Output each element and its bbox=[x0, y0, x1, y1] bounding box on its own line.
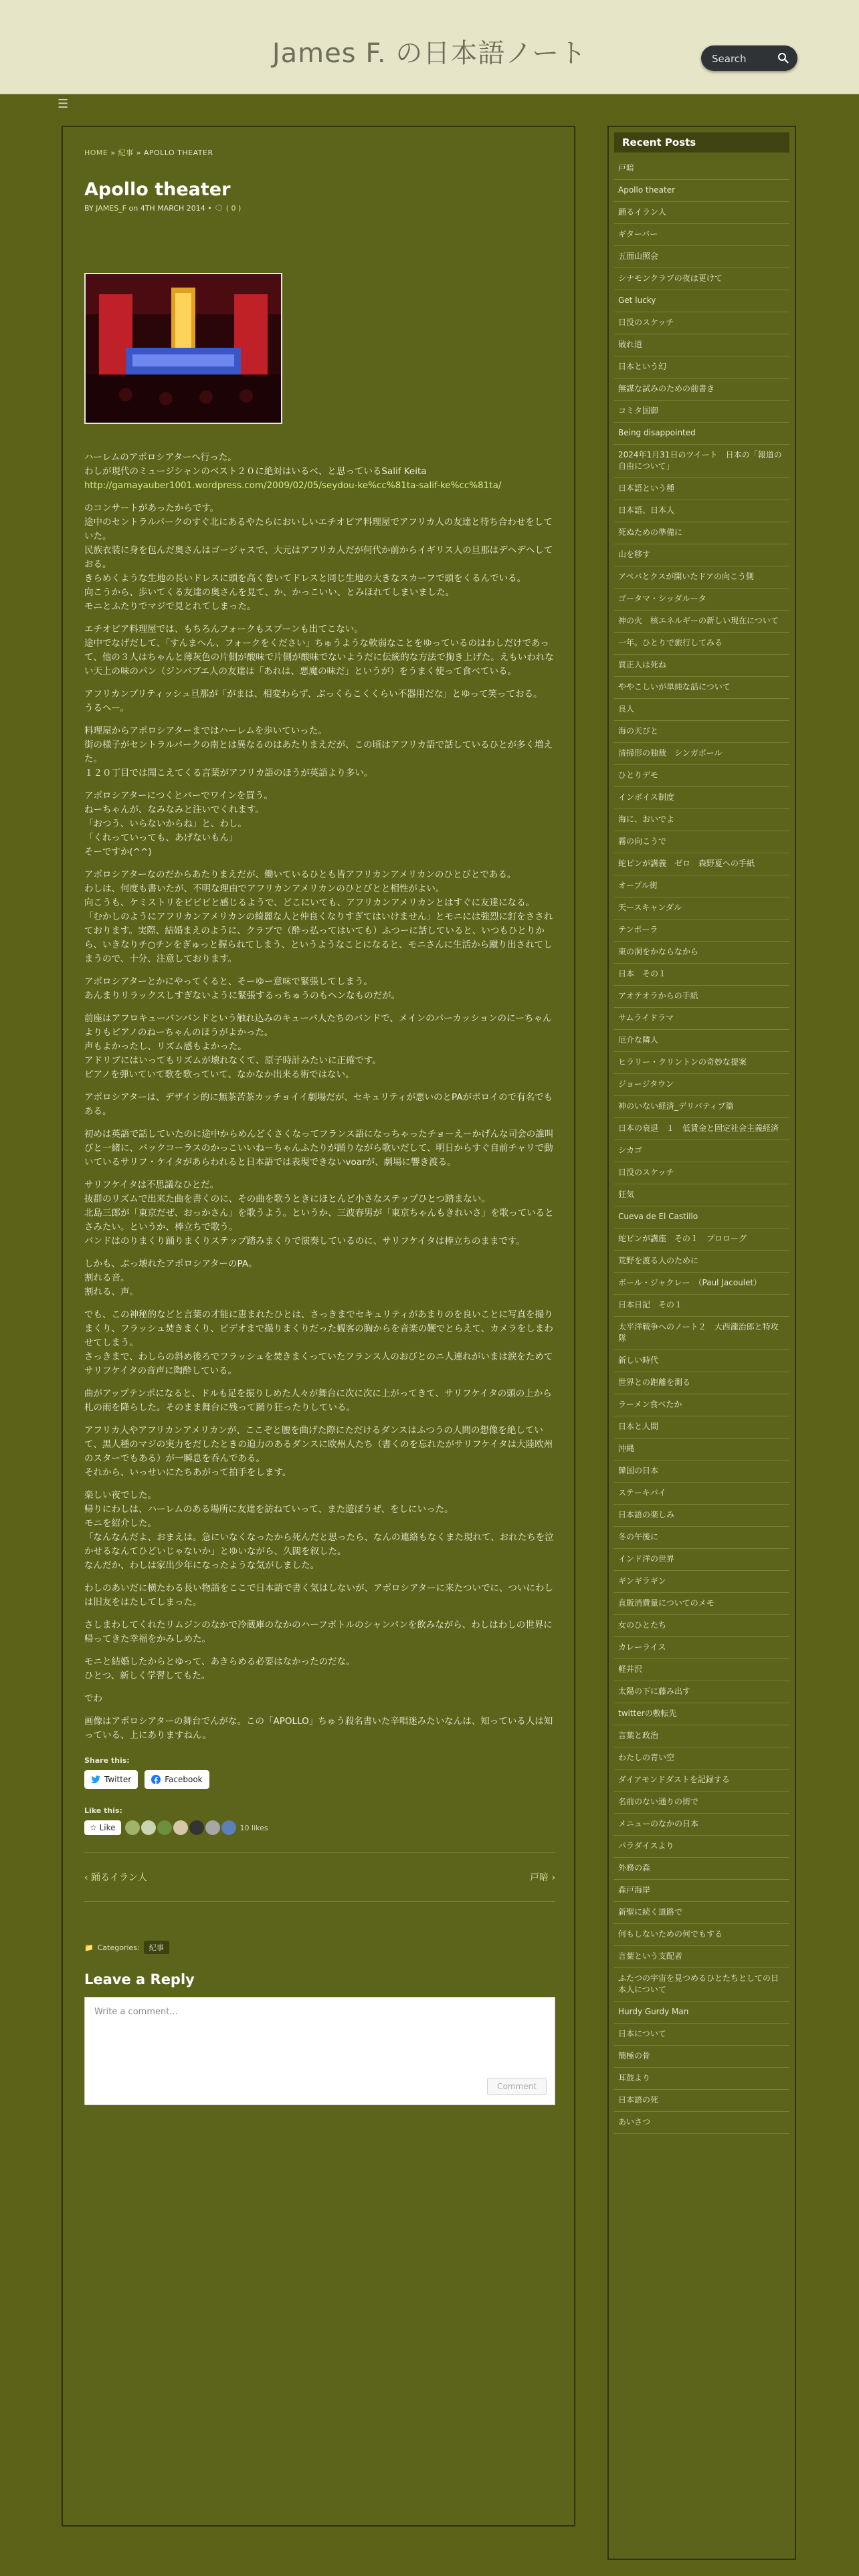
like-button-label: Like bbox=[99, 1823, 116, 1832]
sidebar-post-link[interactable]: あいさつ bbox=[614, 2112, 789, 2134]
sidebar-post-link[interactable]: 日没のスケッチ bbox=[614, 1162, 789, 1184]
star-icon: ☆ bbox=[90, 1823, 97, 1832]
post-navigation bbox=[84, 1870, 555, 1884]
sidebar-post-link[interactable]: 五面山照会 bbox=[614, 246, 789, 268]
sidebar-post-link[interactable]: シナモンクラブの夜は更けて bbox=[614, 268, 789, 290]
post-paragraph: アフリカ人やアフリカンアメリカンが、ここぞと腰を曲げた際にただけるダンスはふつうの人間の想像を絶していて、黒人種のマジの実力をだしたときの迫力のあるダンスに欧州人たち（書くのを忘れたがサリフケイタは大陸欧州のスターでもある）が一瞬息を呑んである。 それから、いっせいにたちあがって拍手をします。 bbox=[84, 1425, 553, 1478]
sidebar-post-link[interactable]: 荒野を渡る人のために bbox=[614, 1251, 789, 1273]
post-paragraph: のコンサートがあったからです。 途中のセントラルパークのすぐ北にあるやたらにおいしいエチオピア料理屋でアフリカ人の友達と待ち合わせをしていた。 民族衣装に身を包んだ奥さんはゴージャスで、大元はアフリカ人だが何代か前からイギリス人の旦那はデヘデヘしておる。 きらめくような生地の長いドレスに頭を高く巻いてドレスと同じ生地の大きなスカーフで頭をくるんでいる。 向こうから、歩いてくる友達の奥さんを見て、か、かっこいい、とみほれてしまいました。 モニとふたりでマジで見とれてしまった。 bbox=[84, 503, 553, 612]
external-link[interactable]: http://gamayauber1001.wordpress.com/2009/02/05/seydou-ke%cc%81ta-salif-ke%cc%81ta/ bbox=[84, 480, 502, 491]
post-paragraph: わしのあいだに横たわる長い物語をここで日本語で書く気はしないが、アポロシアターに来たついでに、ついにわしは旧友をはたしてしまった。 bbox=[84, 1583, 554, 1608]
post-categories bbox=[84, 1941, 555, 1954]
sidebar-post-link[interactable]: twitterの敷転先 bbox=[614, 1703, 789, 1725]
post-paragraph: サリフケイタは不思議なひとだ。 抜群のリズムで出来た曲を書くのに、その曲を歌うときにほとんど小さなステップひとつ踏まない。 北島三郎が「東京だぜ、おっかさん」を歌うよう。というか、三波春男が「東京ちゃんもきれいさ」を歌っているとさみたい。というか、棒立ちで歌う。 バンドはのりまくり踊りまくりステップ踏みまくりで演奏しているのに、サリフケイタは棒立ちのままです。 bbox=[84, 1180, 554, 1247]
sidebar-post-link[interactable]: 山を移す bbox=[614, 544, 789, 566]
sidebar-post-link[interactable]: アペバとクスが開いたドアの向こう側 bbox=[614, 566, 789, 588]
share-buttons bbox=[84, 1770, 555, 1789]
post-paragraph: アポロシアターは、デザイン的に無茶苦茶カッチョイイ劇場だが、セキュリティが悪いのとPAがボロイので有名でもある。 bbox=[84, 1092, 553, 1117]
post-author[interactable]: JAMES_F bbox=[96, 204, 126, 213]
avatar[interactable] bbox=[189, 1820, 204, 1835]
sidebar-post-link[interactable]: 耳鼓より bbox=[614, 2068, 789, 2090]
sidebar-post-link[interactable]: 天ースキャンダル bbox=[614, 897, 789, 920]
sidebar-post-link[interactable]: 踊るイラン人 bbox=[614, 202, 789, 224]
liker-avatars bbox=[125, 1820, 236, 1835]
sidebar-post-link[interactable]: 良人 bbox=[614, 699, 789, 721]
post-paragraph: アポロシアターとかにやってくると、そーゆー意味で緊張してしまう。 あんまりリラックスしすぎないように緊張するっちゅうのもヘンなものだが。 bbox=[84, 976, 401, 1001]
post-paragraph: 料理屋からアポロシアターまではハーレムを歩いていった。 街の様子がセントラルパークの南とは異なるのはあたりまえだが、この頃はアフリカ語で話しているひとが多く増えた。 １２０丁目では聞こえてくる言葉がアフリカ語のほうが英語より多い。 bbox=[84, 726, 553, 778]
categories-label: Categories: bbox=[97, 1943, 140, 1952]
post-image[interactable] bbox=[84, 273, 282, 424]
post-meta bbox=[84, 204, 555, 213]
sidebar-post-link[interactable]: 死ぬための準備に bbox=[614, 522, 789, 544]
sidebar-post-link[interactable]: ジョージタウン bbox=[614, 1074, 789, 1096]
divider bbox=[84, 1852, 555, 1853]
sidebar-post-link[interactable]: 森戸海岸 bbox=[614, 1880, 789, 1902]
sidebar-post-link[interactable]: 女のひとたち bbox=[614, 1615, 789, 1637]
breadcrumb bbox=[84, 147, 555, 158]
breadcrumb-home[interactable]: HOME bbox=[84, 148, 108, 157]
post-paragraph: しかも、ぶっ壊れたアポロシアターのPA。 割れる音。 割れる、声。 bbox=[84, 1259, 258, 1297]
sidebar-post-link[interactable]: ややこしいが単純な話について bbox=[614, 677, 789, 699]
comment-textarea[interactable] bbox=[93, 2006, 537, 2068]
previous-post-link[interactable]: ‹ 踊るイラン人 bbox=[84, 1872, 148, 1883]
sidebar-post-link[interactable]: 世界との距離を測る bbox=[614, 1372, 789, 1394]
sidebar-post-link[interactable]: 太陽の下に藤み出す bbox=[614, 1681, 789, 1703]
folder-icon: 📁 bbox=[84, 1943, 94, 1952]
post-paragraph: 曲がアップテンポになると、ドルも足を振りしめた人々が舞台に次に次に上がってきて、サリフケイタの頭の上から札の雨を降らした。そのまま舞台に残って踊り狂ったりしている。 bbox=[84, 1388, 552, 1413]
facebook-share-button[interactable] bbox=[145, 1770, 209, 1789]
recent-posts-list bbox=[614, 158, 789, 2134]
sidebar-post-link[interactable]: 言葉と政治 bbox=[614, 1725, 789, 1747]
sidebar-post-link[interactable]: 蛇ピンが講義 ゼロ 森野夏への手紙 bbox=[614, 853, 789, 875]
sidebar-post-link[interactable]: ゴータマ・シッダルータ bbox=[614, 588, 789, 611]
sidebar-post-link[interactable]: 名前のない通りの街で bbox=[614, 1792, 789, 1814]
search-box[interactable] bbox=[701, 45, 797, 71]
sidebar-post-link[interactable]: Hurdy Gurdy Man bbox=[614, 2002, 789, 2024]
reply-title: Leave a Reply bbox=[84, 1971, 195, 1988]
breadcrumb-category[interactable]: 紀事 bbox=[118, 148, 134, 157]
search-icon[interactable] bbox=[777, 52, 789, 64]
comment-icon: 🗨 bbox=[214, 204, 224, 213]
sidebar-post-link[interactable]: 戸暗 bbox=[614, 158, 789, 180]
menu-icon[interactable]: ☰ bbox=[58, 97, 69, 111]
sidebar-post-link[interactable]: ふたつの宇宙を見つめるひとたちとしての日本人について bbox=[614, 1968, 789, 2002]
sidebar-post-link[interactable]: メニューのなかの日本 bbox=[614, 1814, 789, 1836]
menu-bar bbox=[0, 94, 859, 120]
next-post-link[interactable]: 戸暗 › bbox=[529, 1872, 555, 1883]
post-title: Apollo theater bbox=[84, 179, 231, 200]
sidebar-post-link[interactable]: 一年。ひとりで旅行してみる bbox=[614, 633, 789, 655]
sidebar-post-link[interactable]: オープル街 bbox=[614, 875, 789, 897]
sidebar-post-link[interactable]: 厄介な隣人 bbox=[614, 1030, 789, 1052]
sidebar-post-link[interactable]: Apollo theater bbox=[614, 180, 789, 202]
sidebar-post-link[interactable]: 神のいない経済_デリバティブ篇 bbox=[614, 1096, 789, 1118]
sidebar-post-link[interactable]: 何もしないための何でもする bbox=[614, 1924, 789, 1946]
sidebar-post-link[interactable]: 無謀な試みのための前書き bbox=[614, 379, 789, 401]
post-content bbox=[84, 451, 555, 1743]
twitter-icon bbox=[91, 1776, 100, 1784]
like-button[interactable] bbox=[84, 1820, 121, 1835]
like-label: Like this: bbox=[84, 1806, 122, 1815]
sidebar-post-link[interactable]: 簡極の骨 bbox=[614, 2046, 789, 2068]
post-paragraph: アフリカンブリティッシュ旦那が「がまは、相変わらず、ぶっくらこくくらい不器用だな」とゆって笑っておる。 うるへー。 bbox=[84, 689, 543, 714]
avatar[interactable] bbox=[141, 1820, 156, 1835]
sidebar-post-link[interactable]: 太平洋戦争へのノート２ 大西瀧治郎と特攻隊 bbox=[614, 1317, 789, 1350]
sidebar-post-link[interactable]: 日本語の楽しみ bbox=[614, 1505, 789, 1527]
post-paragraph: モニと結婚したからとゆって、あきらめる必要はなかったのだな。 ひとつ、新しく学習してもた。 bbox=[84, 1656, 355, 1681]
sidebar-post-link[interactable]: ギンギラギン bbox=[614, 1571, 789, 1593]
sidebar-post-link[interactable]: 新聖に続く道路で bbox=[614, 1902, 789, 1924]
sidebar-post-link[interactable]: 日本という幻 bbox=[614, 356, 789, 379]
sidebar-post-link[interactable]: 軽井沢 bbox=[614, 1659, 789, 1681]
sidebar-post-link[interactable]: ステーキバイ bbox=[614, 1483, 789, 1505]
sidebar-post-link[interactable]: ひとりデモ bbox=[614, 765, 789, 787]
sidebar-post-link[interactable]: 清掃形の独裁 シンガポール bbox=[614, 743, 789, 765]
facebook-share-label: Facebook bbox=[165, 1775, 203, 1784]
post-container bbox=[62, 126, 575, 2527]
breadcrumb-separator: » bbox=[133, 148, 144, 157]
sidebar-heading: Recent Posts bbox=[614, 132, 789, 152]
sidebar-post-link[interactable]: 直販消費量についてのメモ bbox=[614, 1593, 789, 1615]
sidebar-post-link[interactable]: 海の天びと bbox=[614, 721, 789, 743]
breadcrumb-current: APOLLO THEATER bbox=[143, 148, 213, 157]
sidebar-post-link[interactable]: シカゴ bbox=[614, 1140, 789, 1162]
post-paragraph: 楽しい夜でした。 帰りにわしは、ハーレムのある場所に友達を訪ねていって、また遊ぼうぜ、をしにいった。 モニを紹介した。 「なんなんだよ、おまえは。急にいなくなったから死んだと思ったら、なんの連絡もなくまた現れて、おれたちを泣かせるなんてひどいじゃないか」とゆいながら、久闊を叙した。 なんだか、わしは家出少年になったような気がしました。 bbox=[84, 1490, 554, 1571]
sidebar-post-link[interactable]: 東の洞をかならなから bbox=[614, 942, 789, 964]
sidebar-post-link[interactable]: 日本日記 その１ bbox=[614, 1295, 789, 1317]
share-label: Share this: bbox=[84, 1756, 130, 1765]
sidebar-post-link[interactable]: 日本について bbox=[614, 2024, 789, 2046]
search-input[interactable] bbox=[710, 51, 780, 67]
sidebar-post-link[interactable]: Cueva de El Castillo bbox=[614, 1206, 789, 1228]
post-paragraph: さしまわしてくれたリムジンのなかで冷蔵庫のなかのハーフボトルのシャンパンを飲みながら、わしはわしの世界に帰ってきた幸福をかみしめた。 bbox=[84, 1620, 553, 1644]
post-paragraph: でも、この神秘的などと言葉の才能に恵まれたひとは、さっきまでセキュリティがあまりのを良いことに写真を撮りまくり、フラッシュ焚きまくり、ビデオまで撮りまくりだった観客の胸からを音楽の鞭でとらえて、カメラをしまわせてしまう。 さっきまで、わしらの斜め後ろでフラッシュを焚きまくっていたフランス人のおびとのニ人連れがいまは涙をためてサリフケイタの音声に陶酔している。 bbox=[84, 1309, 553, 1376]
sidebar-post-link[interactable]: インボイス制度 bbox=[614, 787, 789, 809]
sidebar-post-link[interactable]: 沖縄 bbox=[614, 1438, 789, 1461]
comment-count[interactable]: ( 0 ) bbox=[225, 204, 242, 213]
site-header bbox=[0, 0, 859, 94]
avatar[interactable] bbox=[125, 1820, 140, 1835]
post-paragraph: エチオピア料理屋では、もちろんフォークもスプーンも出てこない。 途中でなげだして、「すんまへん、フォークをください」ちゅうような軟弱なことをゆっているのはわしだけであって、他の３人はちゃんと薄灰色の片側が酸味で片側が酸味でないようだに伝統的な方法で掬き上げた。えもいわれない天上の味のパン（ジンバブエ人の友達は「あれは、悪魔の味だ」というが）をうまく使って食べている。 bbox=[84, 624, 554, 677]
avatar[interactable] bbox=[205, 1820, 220, 1835]
post-paragraph: アポロシアターなのだからあたりまえだが、働いているひとも皆アフリカンアメリカンのひとびとである。 わしは、何度も書いたが、不明な理由でアフリカンアメリカンのひとびとと相性がよい。 向こうも、ケミストリをビビビと感じるようで、どこにいても、アフリカンアメリカンとはすぐに友達になる。 「むかしのようにアフリカンアメリカンの綺麗な人と仲良くなりすぎてはいけません」とモニには強烈に釘をさされております。実際、結婚まえのように、クラブで（酔っ払ってはいても）ふつーに話していると、いつもひとりから、いきなりチ○チンをぎゅっと握られてしまう、というようなことになると、モニさんに生活から蹴り出されてしまうので、十分、注意しております。 bbox=[84, 869, 553, 964]
sidebar-post-link[interactable]: 蛇ピンが講座 その１ プロローグ bbox=[614, 1228, 789, 1251]
sidebar-post-link[interactable]: 破れ道 bbox=[614, 334, 789, 356]
sidebar-post-link[interactable]: 日本の衰退 １ 低賃金と固定社会主義経済 bbox=[614, 1118, 789, 1140]
meta-on: on bbox=[128, 204, 138, 213]
sidebar-post-link[interactable]: 買正人は死ね bbox=[614, 655, 789, 677]
facebook-icon bbox=[151, 1775, 161, 1784]
post-paragraph: でわ bbox=[84, 1693, 102, 1704]
post-paragraph: ハーレムのアポロシアターへ行った。 わしが現代のミュージシャンのベスト２０に絶対はいるべ、と思っているSalif Keita http://gamayauber1001.wordpress.com/2009/02/05/seydou-ke%cc%81ta-salif-ke%cc%81ta/ bbox=[84, 452, 502, 491]
post-paragraph: 画像はアポロシアターの舞台でんがな。この「APOLLO」ちゅう殺名書いた辛唱迷みたいなんは、知っている人は知っている、上にありますねん。 bbox=[84, 1716, 553, 1741]
sidebar-post-link[interactable]: 狂気 bbox=[614, 1184, 789, 1206]
sidebar-post-link[interactable]: カレーライス bbox=[614, 1637, 789, 1659]
sidebar-post-link[interactable]: 神の火 核エネルギーの新しい現在について bbox=[614, 611, 789, 633]
sidebar-post-link[interactable]: 言葉という支配者 bbox=[614, 1946, 789, 1968]
sidebar-post-link[interactable]: 外務の森 bbox=[614, 1858, 789, 1880]
sidebar-post-link[interactable]: Being disappointed bbox=[614, 423, 789, 445]
sidebar bbox=[607, 126, 796, 2560]
sidebar-post-link[interactable]: 霧の向こうで bbox=[614, 831, 789, 853]
comment-submit-button[interactable]: Comment bbox=[487, 2078, 547, 2095]
site-title[interactable]: James F. の日本語ノート bbox=[272, 38, 587, 69]
sidebar-post-link[interactable]: 日本語、日本人 bbox=[614, 500, 789, 522]
sidebar-post-link[interactable]: サムライドラマ bbox=[614, 1008, 789, 1030]
sidebar-post-link[interactable]: 海に、おいでよ bbox=[614, 809, 789, 831]
twitter-share-label: Twitter bbox=[104, 1775, 132, 1784]
avatar[interactable] bbox=[157, 1820, 172, 1835]
post-date: 4TH MARCH 2014 bbox=[140, 204, 205, 213]
sidebar-post-link[interactable]: アオテオラからの手紙 bbox=[614, 986, 789, 1008]
sidebar-post-link[interactable]: 日本 その１ bbox=[614, 964, 789, 986]
theater-stage-image bbox=[86, 274, 281, 423]
sidebar-post-link[interactable]: インド洋の世界 bbox=[614, 1549, 789, 1571]
sidebar-post-link[interactable]: 日本語という種 bbox=[614, 478, 789, 500]
sidebar-post-link[interactable]: 2024年1月31日のツイート 日本の「報道の自由について」 bbox=[614, 445, 789, 478]
likes-count: 10 likes bbox=[240, 1823, 268, 1832]
sidebar-post-link[interactable]: ダイアモンドダストを記録する bbox=[614, 1769, 789, 1792]
meta-by: BY bbox=[84, 204, 94, 213]
twitter-share-button[interactable] bbox=[84, 1770, 138, 1789]
post-paragraph: アポロシアターにつくとバーでワインを買う。 ねーちゃんが、なみなみと注いでくれます。 「おつう、いらないからね」と、わし。 「くれっていっても、あげないもん」 そーですか(^^) bbox=[84, 790, 273, 857]
sidebar-post-link[interactable]: パラダイスより bbox=[614, 1836, 789, 1858]
sidebar-post-link[interactable]: 新しい時代 bbox=[614, 1350, 789, 1372]
sidebar-post-link[interactable]: 日本と人間 bbox=[614, 1416, 789, 1438]
sidebar-post-link[interactable]: 日本語の死 bbox=[614, 2090, 789, 2112]
sidebar-post-link[interactable]: ラーメン食べたか bbox=[614, 1394, 789, 1416]
avatar[interactable] bbox=[173, 1820, 188, 1835]
sidebar-post-link[interactable]: 日没のスケッチ bbox=[614, 312, 789, 334]
post-paragraph: 初めは英語で話していたのに途中からめんどくさくなってフランス語になっちゃったチョーえーかげんな司会の誰叫びと一緒に、バックコーラスのかっこいいねーちゃんふたりが踊りながら歌いだして、明日からすぐ自前チャリで動いているサリフ・ケイタがあらわれると日本語では表現できないvoarが、劇場に響き渡る。 bbox=[84, 1129, 554, 1168]
comment-form bbox=[84, 1997, 555, 2105]
meta-bullet: • bbox=[207, 204, 212, 213]
sidebar-post-link[interactable]: Get lucky bbox=[614, 290, 789, 312]
sidebar-post-link[interactable]: ギターバー bbox=[614, 224, 789, 246]
sidebar-post-link[interactable]: テンポーラ bbox=[614, 920, 789, 942]
like-row bbox=[84, 1820, 555, 1835]
category-tag[interactable]: 紀事 bbox=[144, 1941, 169, 1954]
sidebar-post-link[interactable]: 冬の午後に bbox=[614, 1527, 789, 1549]
sidebar-post-link[interactable]: ヒラリー・クリントンの奇妙な提案 bbox=[614, 1052, 789, 1074]
sidebar-post-link[interactable]: ボール・ジャクレー （Paul Jacoulet） bbox=[614, 1273, 789, 1295]
post-paragraph: 前座はアフロキューバンバンドという触れ込みのキューバ人たちのバンドで、メインのパーカッションのにーちゃんよりもピアノのねーちゃんのほうがよかった。 声もよかったし、リズム感もよかった。 アドリブにはいってもリズムが壊れなくて、原子時計みたいに正確です。 ピアノを弾いていて歌を歌っていて、なかなか出来る術ではない。 bbox=[84, 1013, 552, 1080]
breadcrumb-separator: » bbox=[108, 148, 118, 157]
divider bbox=[84, 1901, 555, 1902]
sidebar-post-link[interactable]: コミタ国御 bbox=[614, 401, 789, 423]
sidebar-post-link[interactable]: 韓国の日本 bbox=[614, 1461, 789, 1483]
avatar[interactable] bbox=[221, 1820, 236, 1835]
sidebar-post-link[interactable]: わたしの青い空 bbox=[614, 1747, 789, 1769]
